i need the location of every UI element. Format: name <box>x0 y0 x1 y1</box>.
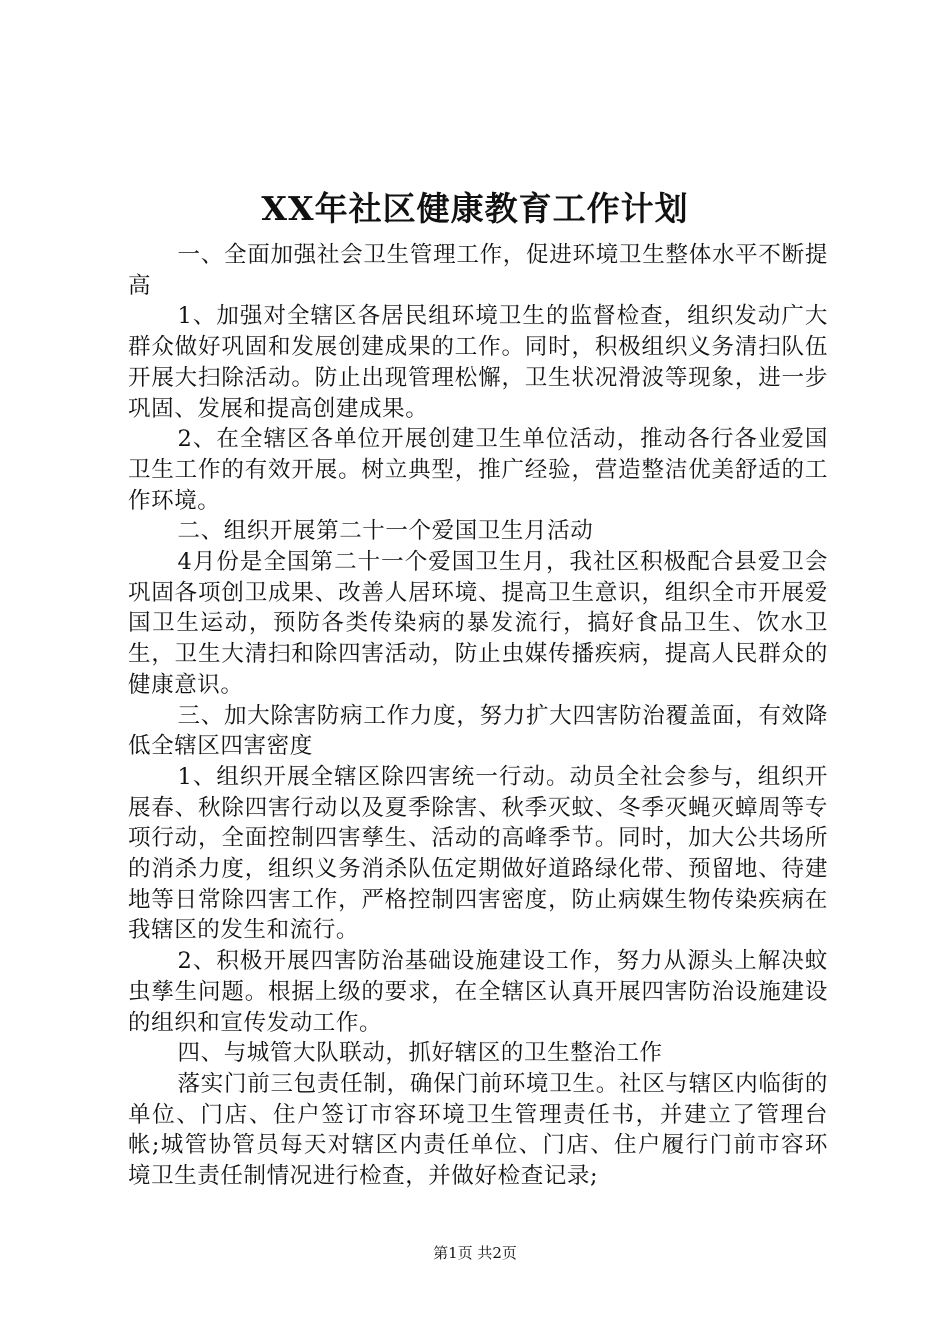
document-title: XX年社区健康教育工作计划 <box>261 189 689 228</box>
paragraph-4-1: 落实门前三包责任制，确保门前环境卫生。社区与辖区内临街的单位、门店、住户签订市容环境卫生管理责任书，并建立了管理台帐;城管协管员每天对辖区内责任单位、门店、住户履行门前市容环境卫生责任制情况进行检查，并做好检查记录; <box>128 1070 828 1190</box>
document-body <box>128 240 828 1192</box>
paragraph-3-2: 2、积极开展四害防治基础设施建设工作，努力从源头上解决蚊虫孳生问题。根据上级的要求，在全辖区认真开展四害防治设施建设的组织和宣传发动工作。 <box>128 948 828 1036</box>
paragraph-section-1-heading: 一、全面加强社会卫生管理工作，促进环境卫生整体水平不断提高 <box>128 242 828 299</box>
paragraph-2-1: 4月份是全国第二十一个爱国卫生月，我社区积极配合县爱卫会巩固各项创卫成果、改善人居环境、提高卫生意识，组织全市开展爱国卫生运动，预防各类传染病的暴发流行，搞好食品卫生、饮水卫生，卫生大清扫和除四害活动，防止虫媒传播疾病，提高人民群众的健康意识。 <box>128 549 828 698</box>
paragraph-section-2-heading: 二、组织开展第二十一个爱国卫生月活动 <box>177 518 594 545</box>
paragraph-section-4-heading: 四、与城管大队联动，抓好辖区的卫生整治工作 <box>177 1040 663 1067</box>
page-number: 第1页 共2页 <box>433 1244 517 1262</box>
paragraph-section-3-heading: 三、加大除害防病工作力度，努力扩大四害防治覆盖面，有效降低全辖区四害密度 <box>128 702 828 760</box>
paragraph-1-2: 2、在全辖区各单位开展创建卫生单位活动，推动各行各业爱国卫生工作的有效开展。树立典型，推广经验，营造整洁优美舒适的工作环境。 <box>128 426 828 514</box>
paragraph-3-1: 1、组织开展全辖区除四害统一行动。动员全社会参与，组织开展春、秋除四害行动以及夏季除害、秋季灭蚊、冬季灭蝇灭蟑周等专项行动，全面控制四害孳生、活动的高峰季节。同时，加大公共场所的消杀力度，组织义务消杀队伍定期做好道路绿化带、预留地、待建地等日常除四害工作，严格控制四害密度，防止病媒生物传染疾病在我辖区的发生和流行。 <box>128 763 828 944</box>
paragraph-1-1: 1、加强对全辖区各居民组环境卫生的监督检查，组织发动广大群众做好巩固和发展创建成果的工作。同时，积极组织义务清扫队伍开展大扫除活动。防止出现管理松懈，卫生状况滑波等现象，进一步巩固、发展和提高创建成果。 <box>128 303 828 422</box>
